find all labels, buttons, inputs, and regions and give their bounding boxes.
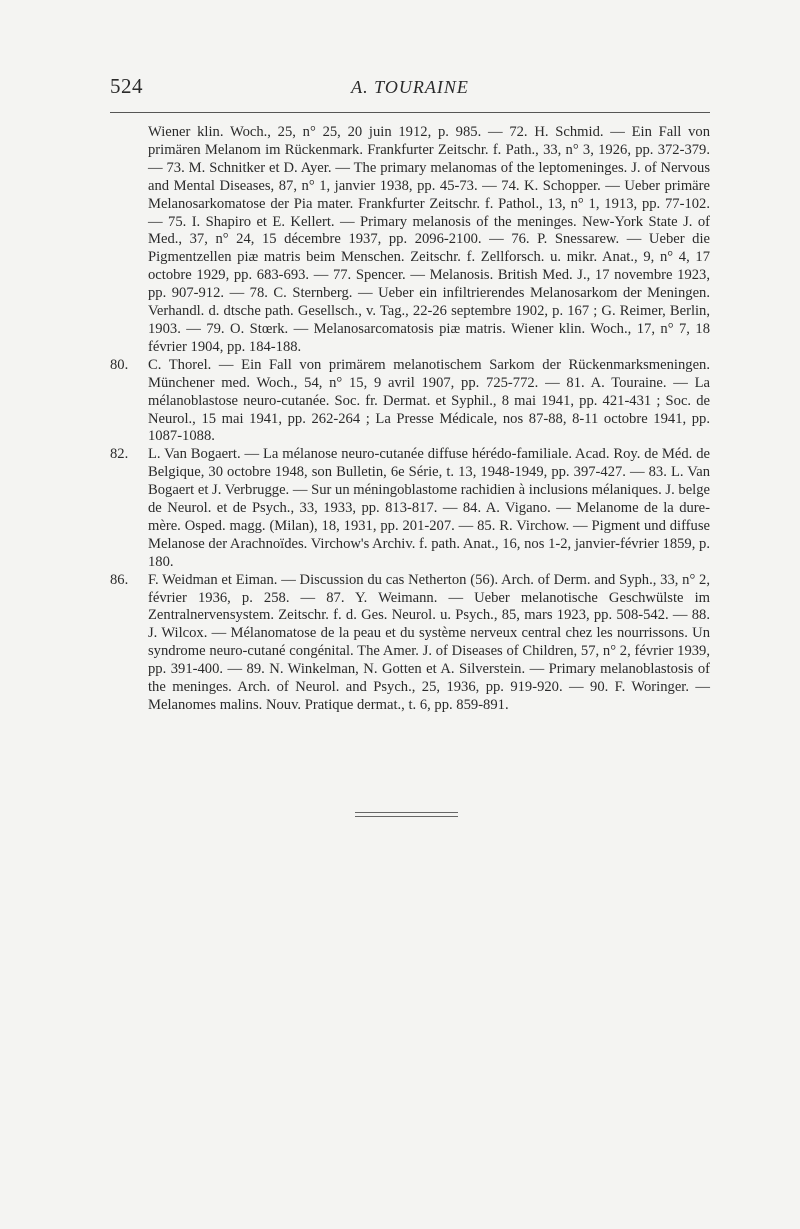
reference-entry [110, 446, 710, 571]
page-number: 524 [110, 74, 143, 98]
reference-text: C. Thorel. — Ein Fall von primärem melanotischem Sarkom der Rückenmarksmeningen. Münchener med. Woch., 54, n° 15, 9 avril 1907, pp. 725-772. — 81. A. Touraine. — La mélanoblastose neuro-cutanée. Soc. fr. Dermat. et Syphil., 8 mai 1941, pp. 421-431 ; Soc. de Neurol., 15 mai 1941, pp. 262-264 ; La Presse Médicale, nos 87-88, 8-11 octobre 1941, pp. 1087-1088. [148, 356, 710, 445]
reference-number: 86. [110, 571, 129, 588]
reference-number: 82. [110, 446, 129, 463]
reference-text: F. Weidman et Eiman. — Discussion du cas Netherton (56). Arch. of Derm. and Syph., 33, n° 2, février 1936, p. 258. — 87. Y. Weimann. — Ueber melanotische Geschwülste im Zentralnervensystem. Zeitschr. f. d. Ges. Neurol. u. Psych., 85, mars 1923, pp. 508-542. — 88. J. Wilcox. — Mélanomatose de la peau et du système nerveux central chez les nourrissons. Un syndrome neuro-cutané congénital. The Amer. J. of Diseases of Children, 57, n° 2, février 1939, pp. 391-400. — 89. N. Winkelman, N. Gotten et A. Silverstein. — Primary melanoblastosis of the meninges. Arch. of Neurol. and Psych., 25, 1936, pp. 919-920. — 90. F. Woringer. — Melanomes malins. Nouv. Pratique dermat., t. 6, pp. 859-891. [148, 571, 710, 713]
page-header [110, 74, 710, 104]
end-rule-bottom [355, 816, 458, 817]
reference-text: L. Van Bogaert. — La mélanose neuro-cutanée diffuse hérédo-familiale. Acad. Roy. de Méd. de Belgique, 30 octobre 1948, son Bulletin, 6e Série, t. 13, 1948-1949, pp. 397-427. — 83. L. Van Bogaert et J. Verbrugge. — Sur un méningoblastome rachidien à inclusions mélaniques. J. belge de Neurol. et de Psych., 33, 1933, pp. 813-817. — 84. A. Vigano. — Melanome de la dure-mère. Osped. magg. (Milan), 18, 1931, pp. 201-207. — 85. R. Virchow. — Pigment und diffuse Melanose der Arachnoïdes. Virchow's Archiv. f. path. Anat., 16, nos 1-2, janvier-février 1859, p. 180. [148, 446, 710, 570]
reference-entry [110, 572, 710, 715]
running-title: A. TOURAINE [351, 77, 469, 97]
reference-entry [110, 357, 710, 447]
reference-continuation: Wiener klin. Woch., 25, n° 25, 20 juin 1912, p. 985. — 72. H. Schmid. — Ein Fall von primären Melanom im Rückenmark. Frankfurter Zeitschr. f. Path., 33, n° 3, 1926, pp. 372-379. — 73. M. Schnitker et D. Ayer. — The primary melanomas of the leptomeninges. J. of Nervous and Mental Diseases, 87, n° 1, janvier 1938, pp. 45-73. — 74. K. Schopper. — Ueber primäre Melanosarkomatose der Pia mater. Frankfurter Zeitschr. f. Pathol., 13, n° 1, 1913, pp. 77-102. — 75. I. Shapiro et E. Kellert. — Primary melanosis of the meninges. New-York State J. of Med., 37, n° 24, 15 décembre 1937, pp. 2096-2100. — 76. P. Snessarew. — Ueber die Pigmentzellen piæ matris beim Menschen. Zeitschr. f. Zellforsch. u. mikr. Anat., 9, n° 4, 17 octobre 1929, pp. 683-693. — 77. Spencer. — Melanosis. British Med. J., 17 novembre 1923, pp. 907-912. — 78. C. Sternberg. — Ueber ein infiltrierendes Melanosarkom der Meningen. Verhandl. d. dtsche path. Gesellsch., v. Tag., 22-26 septembre 1902, p. 167 ; G. Reimer, Berlin, 1903. — 79. O. Stœrk. — Melanosarcomatosis piæ matris. Wiener klin. Woch., 17, n° 7, 18 février 1904, pp. 184-188. [148, 124, 710, 355]
reference-number: 80. [110, 356, 129, 373]
end-rule-top [355, 812, 458, 813]
header-rule [110, 112, 710, 113]
reference-list [110, 124, 710, 715]
